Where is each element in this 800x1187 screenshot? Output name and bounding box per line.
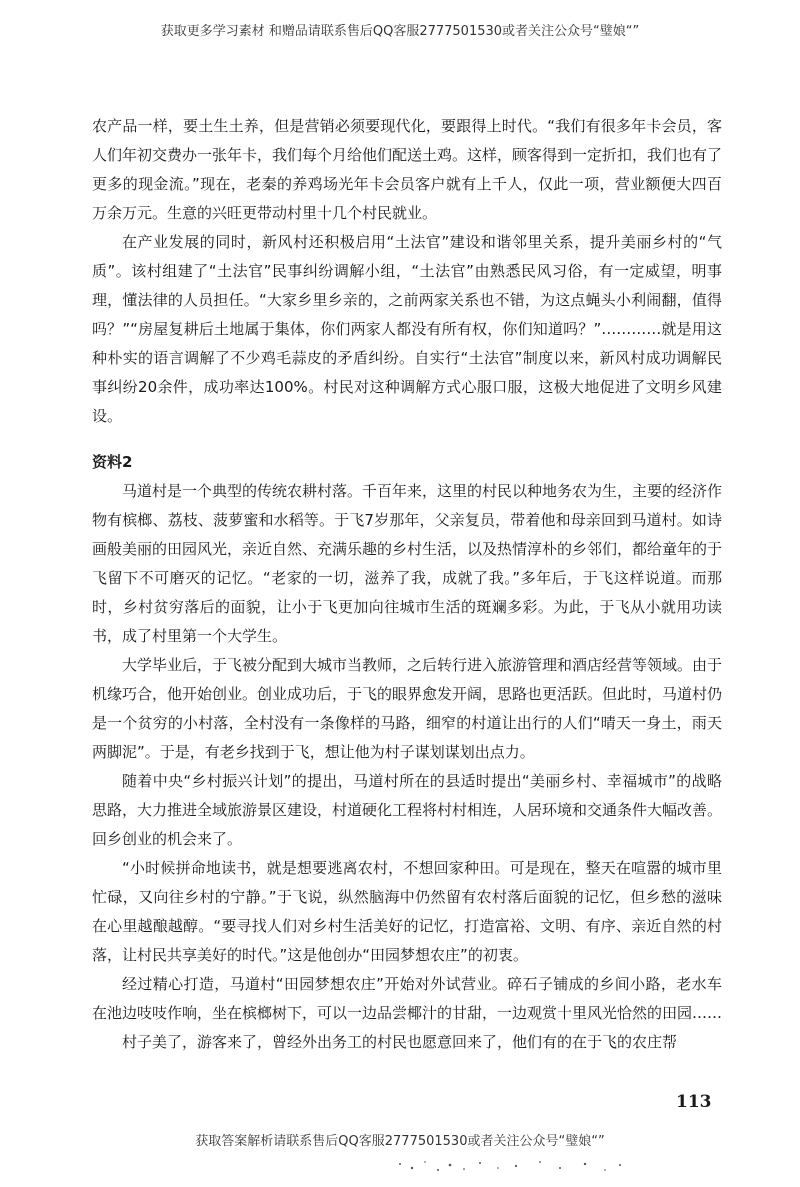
paragraph-madao-village: 马道村是一个典型的传统农耕村落。千百年来，这里的村民以种地务农为生，主要的经济作物有槟榔、荔枝、菠萝蜜和水稻等。于飞7岁那年，父亲复员，带着他和母亲回到马道村。如诗画般美丽的田园风光，亲近自然、充满乐趣的乡村生活，以及热情淳朴的乡邻们，都给童年的于飞留下不可磨灭的记忆。“老家的一切，滋养了我，成就了我。”多年后，于飞这样说道。而那时，乡村贫穷落后的面貌，让小于飞更加向往城市生活的斑斓多彩。为此，于飞从小就用功读书，成了村里第一个大学生。 [92,482,723,645]
page-number: 113 [676,1092,712,1112]
section-title: 资料2 [92,453,133,471]
scan-noise-decoration [390,1150,630,1180]
footer-promo-text: 获取答案解析请联系售后QQ客服2777501530或者关注公众号“璧娘“” [195,1134,605,1149]
paragraph-rural-revitalization: 随着中央“乡村振兴计划”的提出，马道村所在的县适时提出“美丽乡村、幸福城市”的战略思路，大力推进全域旅游景区建设，村道硬化工程将村村相连，人居环境和交通条件大幅改善。回乡创业的机会来了。 [92,772,723,848]
paragraph-graduation: 大学毕业后，于飞被分配到大城市当教师，之后转行进入旅游管理和酒店经营等领域。由于机缘巧合，他开始创业。创业成功后，于飞的眼界愈发开阔，思路也更活跃。但此时，马道村仍是一个贫穷的小村落，全村没有一条像样的马路，细窄的村道让出行的人们“晴天一身土，雨天两脚泥”。于是，有老乡找到于飞，想让他为村子谋划谋划出点力。 [92,656,723,761]
paragraph-farm-opening: 经过精心打造，马道村“田园梦想农庄”开始对外试营业。碎石子铺成的乡间小路，老水车在池边吱吱作响，坐在槟榔树下，可以一边品尝椰汁的甘甜，一边观赏十里风光恰然的田园…… [92,975,723,1022]
paragraph-continued: 农产品一样，要土生土养，但是营销必须要现代化，要跟得上时代。“我们有很多年卡会员，客人们年初交费办一张年卡，我们每个月给他们配送土鸡。这样，顾客得到一定折扣，我们也有了更多的现金流。”现在，老秦的养鸡场光年卡会员客户就有上千人，仅此一项，营业额便大四百万余万元。生意的兴旺更带动村里十几个村民就业。 [92,117,723,222]
document-body [92,112,722,1057]
paragraph-villagers-return: 村子美了，游客来了，曾经外出务工的村民也愿意回来了，他们有的在于飞的农庄帮 [122,1033,678,1051]
paragraph-nostalgia: “小时候拼命地读书，就是想要逃离农村，不想回家种田。可是现在，整天在喧嚣的城市里忙碌，又向往乡村的宁静。”于飞说，纵然脑海中仍然留有农村落后面貌的记忆，但乡愁的滋味在心里越酿越醇。“要寻找人们对乡村生活美好的记忆，打造富裕、文明、有序、亲近自然的村落，让村民共享美好的时代。”这是他创办“田园梦想农庄”的初衷。 [92,859,722,964]
header-promo-text: 获取更多学习素材 和赠品请联系售后QQ客服2777501530或者关注公众号“璧娘“” [160,24,640,39]
paragraph-tufaguan: 在产业发展的同时，新风村还积极启用“土法官”建设和谐邻里关系，提升美丽乡村的“气质”。该村组建了“土法官”民事纠纷调解小组，“土法官”由熟悉民风习俗，有一定威望，明事理，懂法律的人员担任。“大家乡里乡亲的，之前两家关系也不错，为这点蝇头小利闹翻，值得吗？”“房屋复耕后土地属于集体，你们两家人都没有所有权，你们知道吗？”…………就是用这种朴实的语言调解了不少鸡毛蒜皮的矛盾纠纷。自实行“土法官”制度以来，新风村成功调解民事纠纷20余件，成功率达100%。村民对这种调解方式心服口服，这极大地促进了文明乡风建设。 [92,233,722,425]
